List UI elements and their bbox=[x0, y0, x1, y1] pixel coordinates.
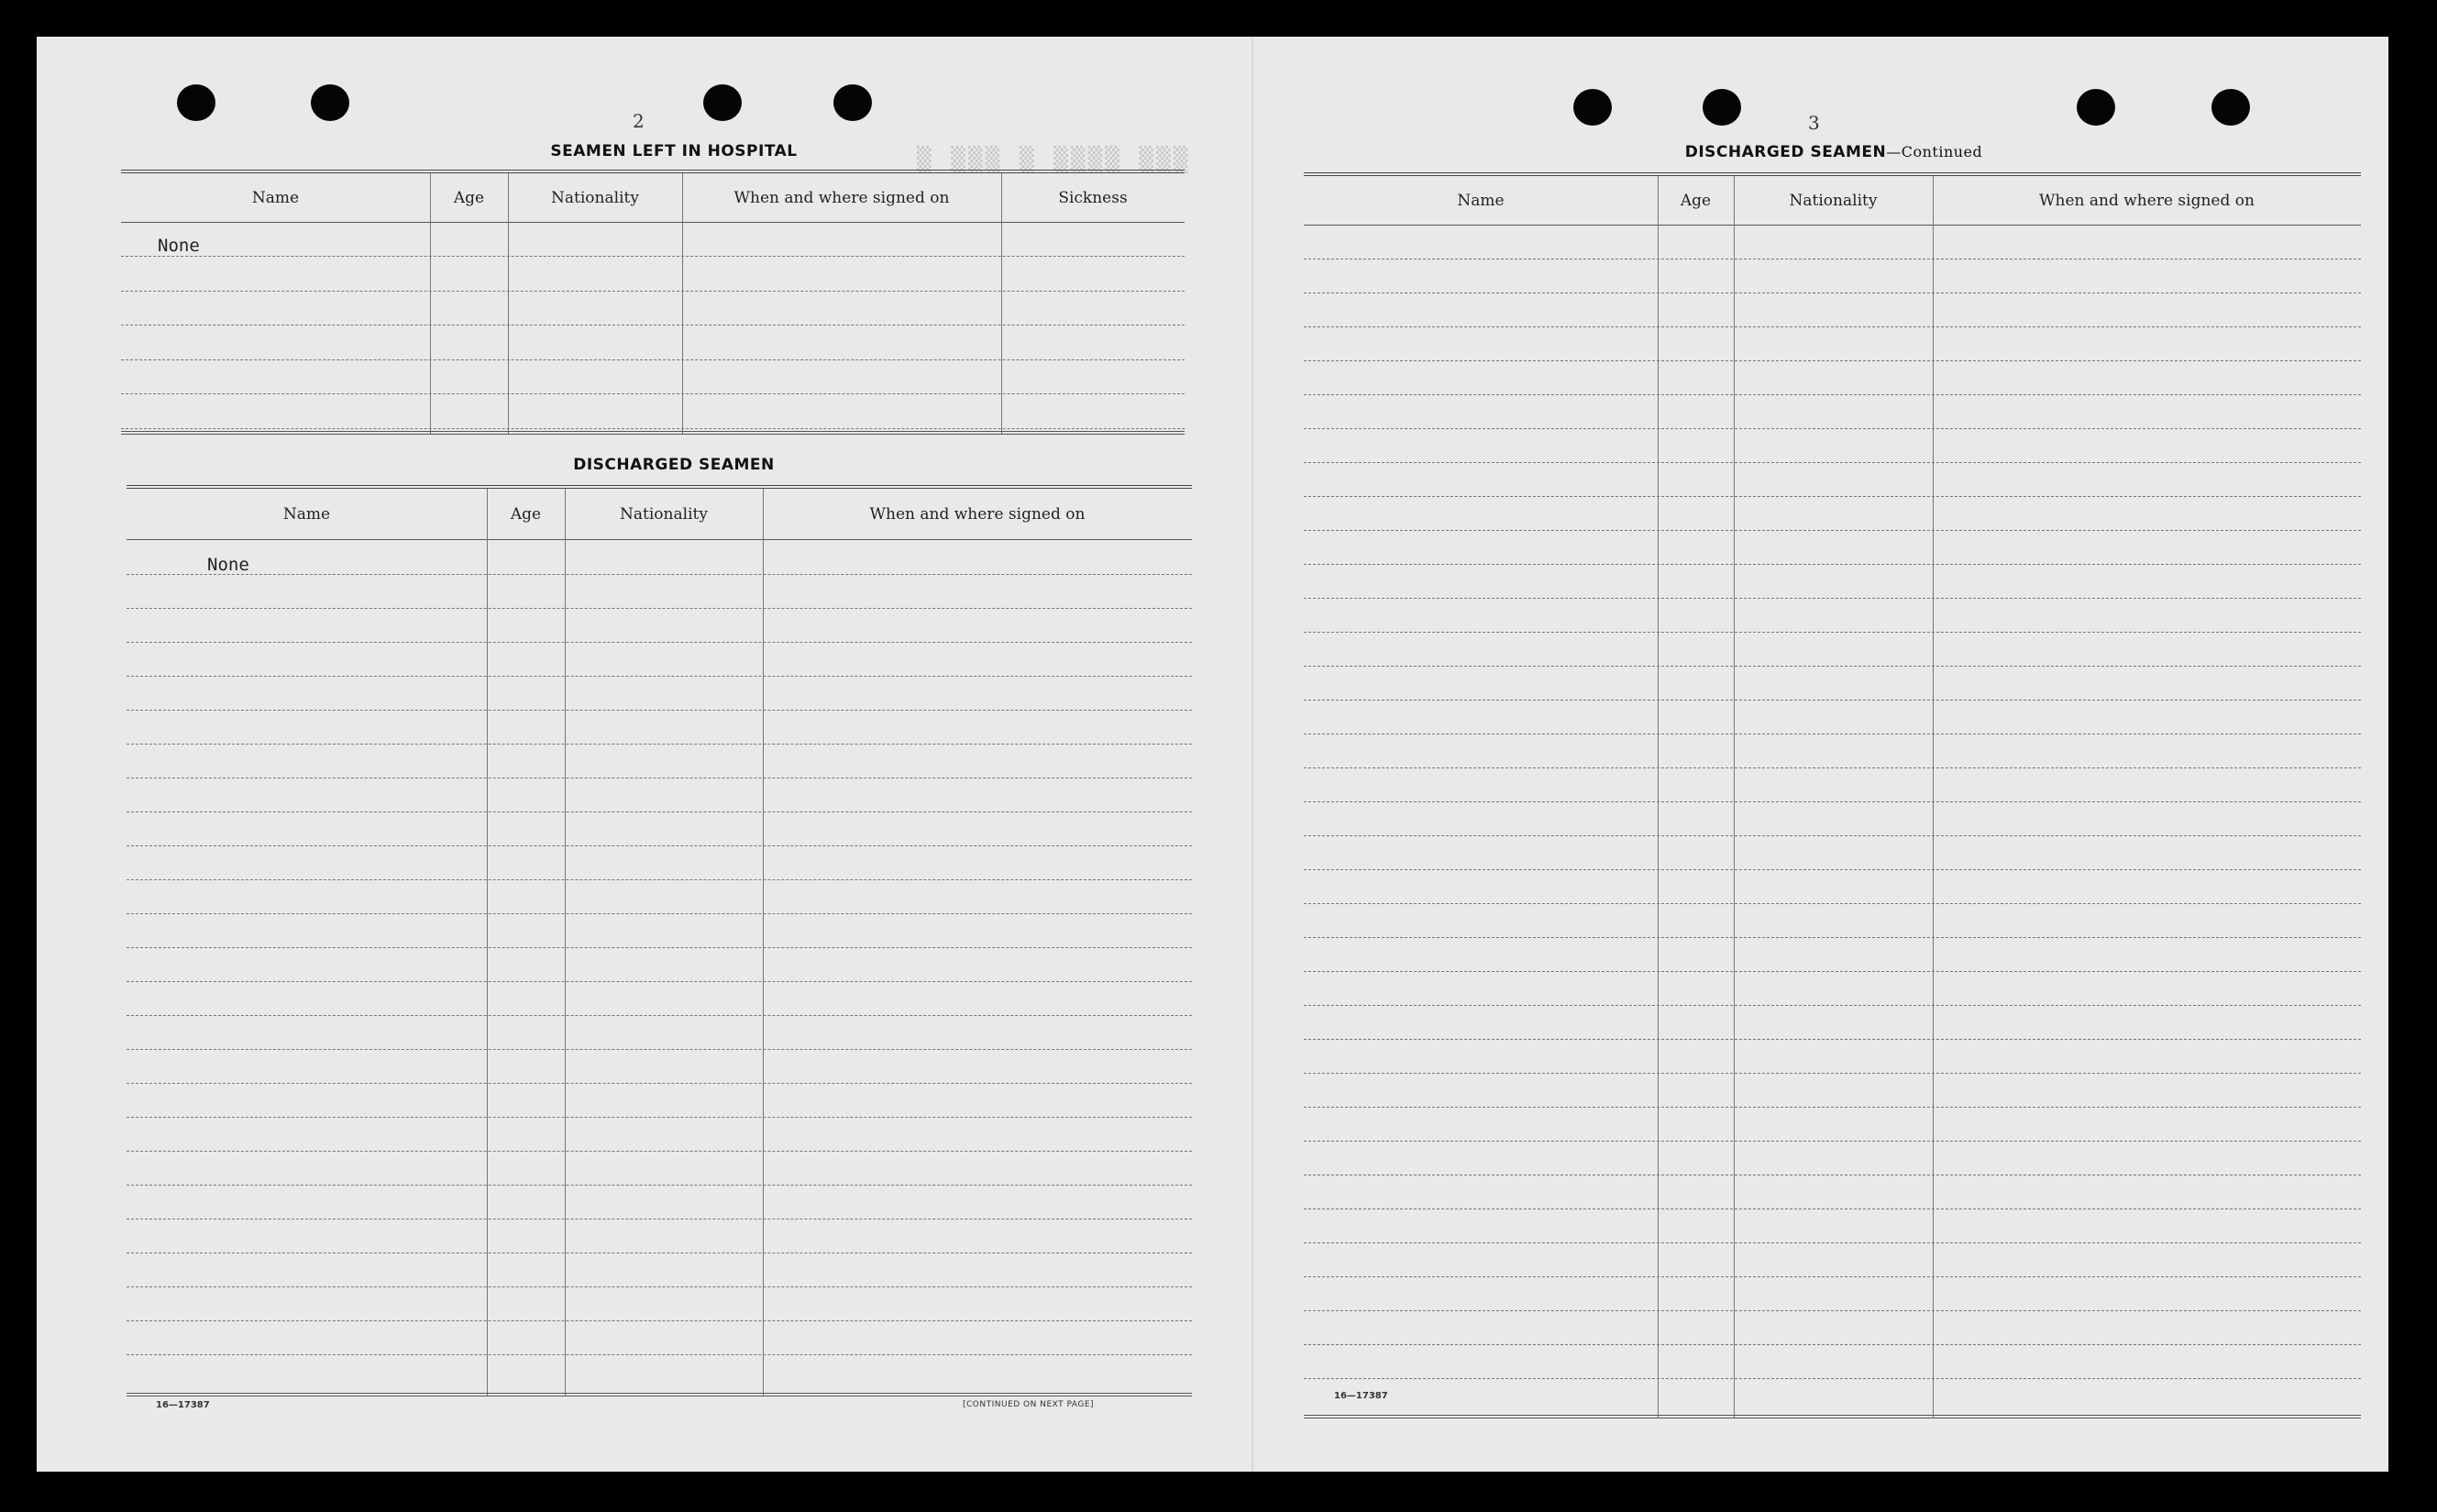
punch-hole bbox=[1703, 89, 1741, 126]
col-header-name: Name bbox=[282, 504, 331, 524]
table-bottom-rule bbox=[1304, 1415, 2361, 1418]
col-header-name: Name bbox=[251, 188, 300, 207]
punch-hole bbox=[2211, 89, 2250, 126]
form-code-right: 16—17387 bbox=[1334, 1391, 1388, 1401]
hospital-section-title: SEAMEN LEFT IN HOSPITAL bbox=[550, 142, 798, 160]
punch-hole bbox=[833, 84, 872, 121]
col-header-signed-on: When and where signed on bbox=[733, 188, 950, 207]
continued-note: [CONTINUED ON NEXT PAGE] bbox=[963, 1400, 1095, 1409]
discharged-section-title: DISCHARGED SEAMEN bbox=[573, 456, 775, 474]
table-bottom-rule bbox=[127, 1393, 1192, 1396]
punch-hole bbox=[1573, 89, 1612, 126]
page-fold bbox=[1252, 37, 1253, 1472]
title-main: DISCHARGED SEAMEN bbox=[1684, 143, 1887, 161]
discharged-continued-title bbox=[1540, 143, 2127, 161]
hospital-table bbox=[121, 170, 1185, 435]
table-rows bbox=[121, 222, 1185, 435]
col-header-nationality: Nationality bbox=[620, 504, 708, 524]
page-number-left: 2 bbox=[633, 110, 645, 132]
page-number-right: 3 bbox=[1808, 112, 1820, 134]
col-header-sickness: Sickness bbox=[1058, 188, 1128, 207]
discharged-table-left bbox=[127, 485, 1192, 1396]
col-header-age: Age bbox=[1680, 191, 1712, 210]
bleed-through-marks: ▒ ▒▒▒ ▒ ▒▒▒▒ ▒▒▒ bbox=[917, 147, 1191, 174]
document-sheet bbox=[37, 37, 2388, 1472]
col-header-name: Name bbox=[1457, 191, 1505, 210]
punch-hole bbox=[311, 84, 349, 121]
col-header-signed-on: When and where signed on bbox=[2039, 191, 2255, 210]
col-header-nationality: Nationality bbox=[551, 188, 639, 207]
form-code-left: 16—17387 bbox=[156, 1400, 210, 1410]
title-continued: —Continued bbox=[1886, 143, 1983, 160]
col-header-signed-on: When and where signed on bbox=[869, 504, 1086, 524]
hospital-entry-none: None bbox=[158, 236, 200, 256]
discharged-entry-none: None bbox=[207, 555, 249, 575]
discharged-table-right bbox=[1304, 172, 2361, 1418]
punch-hole bbox=[703, 84, 742, 121]
col-header-nationality: Nationality bbox=[1789, 191, 1878, 210]
table-rows bbox=[1304, 225, 2361, 1418]
col-header-age: Age bbox=[510, 504, 542, 524]
col-header-age: Age bbox=[453, 188, 485, 207]
table-bottom-rule bbox=[121, 431, 1185, 435]
punch-hole bbox=[2077, 89, 2115, 126]
punch-hole bbox=[177, 84, 215, 121]
table-rows bbox=[127, 539, 1192, 1396]
